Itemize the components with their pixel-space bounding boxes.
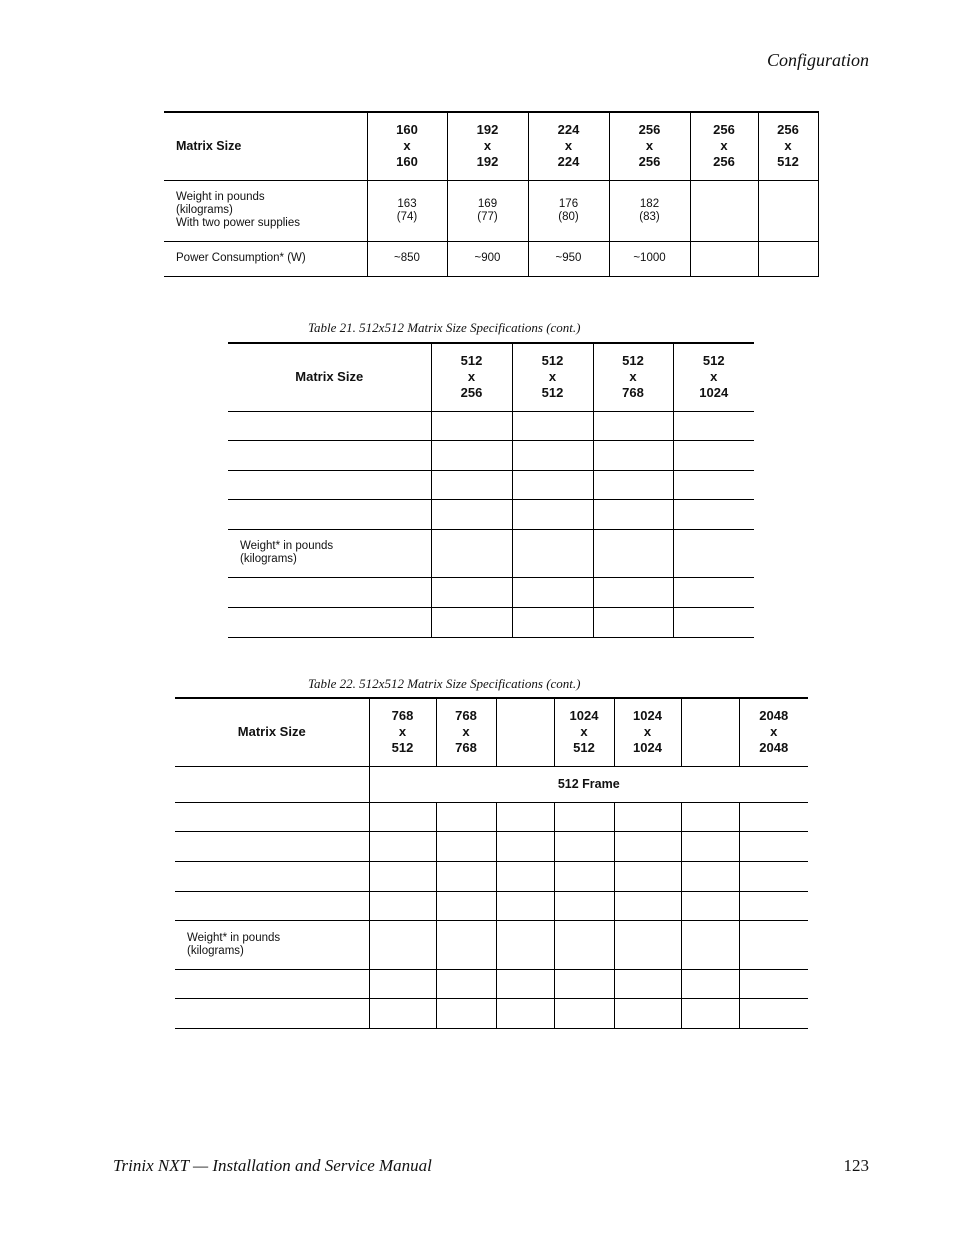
table-row <box>175 831 808 861</box>
empty-header-cell <box>496 698 554 766</box>
weight-label: Weight* in pounds (kilograms) <box>228 529 431 577</box>
weight-label: Weight in pounds (kilograms) With two power supplies <box>164 180 367 241</box>
weight-value: 163 (74) <box>367 180 447 241</box>
empty-cell <box>690 241 758 276</box>
table-row-weight <box>164 180 818 241</box>
column-header: 1024 x 512 <box>554 698 614 766</box>
footer-page-number: 123 <box>843 1156 869 1175</box>
frame-label: 512 Frame <box>369 766 808 802</box>
table-row-weight <box>175 920 808 969</box>
column-header: 160 x 160 <box>367 112 447 180</box>
column-header: 256 x 512 <box>758 112 818 180</box>
column-header: 768 x 512 <box>369 698 436 766</box>
weight-value: 182 (83) <box>609 180 690 241</box>
column-header: 256 x 256 <box>690 112 758 180</box>
table-22-caption: Table 22. 512x512 Matrix Size Specifications (cont.) <box>308 676 581 691</box>
matrix-size-label: Matrix Size <box>175 698 369 766</box>
column-header: 1024 x 1024 <box>614 698 681 766</box>
column-header: 512 x 768 <box>593 343 673 411</box>
column-header: 512 x 1024 <box>673 343 754 411</box>
power-value: ~900 <box>447 241 528 276</box>
table-row <box>175 802 808 831</box>
empty-cell <box>690 180 758 241</box>
power-value: ~950 <box>528 241 609 276</box>
table-row <box>228 607 754 637</box>
table-row <box>228 470 754 499</box>
table-22 <box>175 697 808 1029</box>
table-21 <box>228 342 754 638</box>
table-row <box>228 411 754 440</box>
column-header: 512 x 512 <box>512 343 593 411</box>
table-row-power <box>164 241 818 276</box>
weight-value: 176 (80) <box>528 180 609 241</box>
page-header-section: Configuration <box>766 50 869 70</box>
footer-manual-title: Trinix NXT — Installation and Service Manual <box>113 1156 432 1175</box>
column-header: 192 x 192 <box>447 112 528 180</box>
table-row <box>175 861 808 891</box>
table-row <box>175 891 808 920</box>
weight-label: Weight* in pounds (kilograms) <box>175 920 369 969</box>
empty-cell <box>758 241 818 276</box>
column-header: 2048 x 2048 <box>739 698 808 766</box>
table-row <box>228 499 754 529</box>
table-row <box>228 577 754 607</box>
matrix-size-label: Matrix Size <box>228 343 431 411</box>
table-row <box>228 440 754 470</box>
column-header: 256 x 256 <box>609 112 690 180</box>
empty-header-cell <box>681 698 739 766</box>
power-label: Power Consumption* (W) <box>164 241 367 276</box>
table-row <box>175 969 808 998</box>
table-row-weight <box>228 529 754 577</box>
table-matrix-160-256 <box>164 111 819 277</box>
weight-value: 169 (77) <box>447 180 528 241</box>
column-header: 224 x 224 <box>528 112 609 180</box>
matrix-size-label: Matrix Size <box>164 112 367 180</box>
table-21-caption: Table 21. 512x512 Matrix Size Specifications (cont.) <box>308 320 581 335</box>
column-header: 512 x 256 <box>431 343 512 411</box>
power-value: ~850 <box>367 241 447 276</box>
column-header: 768 x 768 <box>436 698 496 766</box>
power-value: ~1000 <box>609 241 690 276</box>
table-row-frame <box>175 766 808 802</box>
table-row <box>175 998 808 1028</box>
empty-cell <box>758 180 818 241</box>
